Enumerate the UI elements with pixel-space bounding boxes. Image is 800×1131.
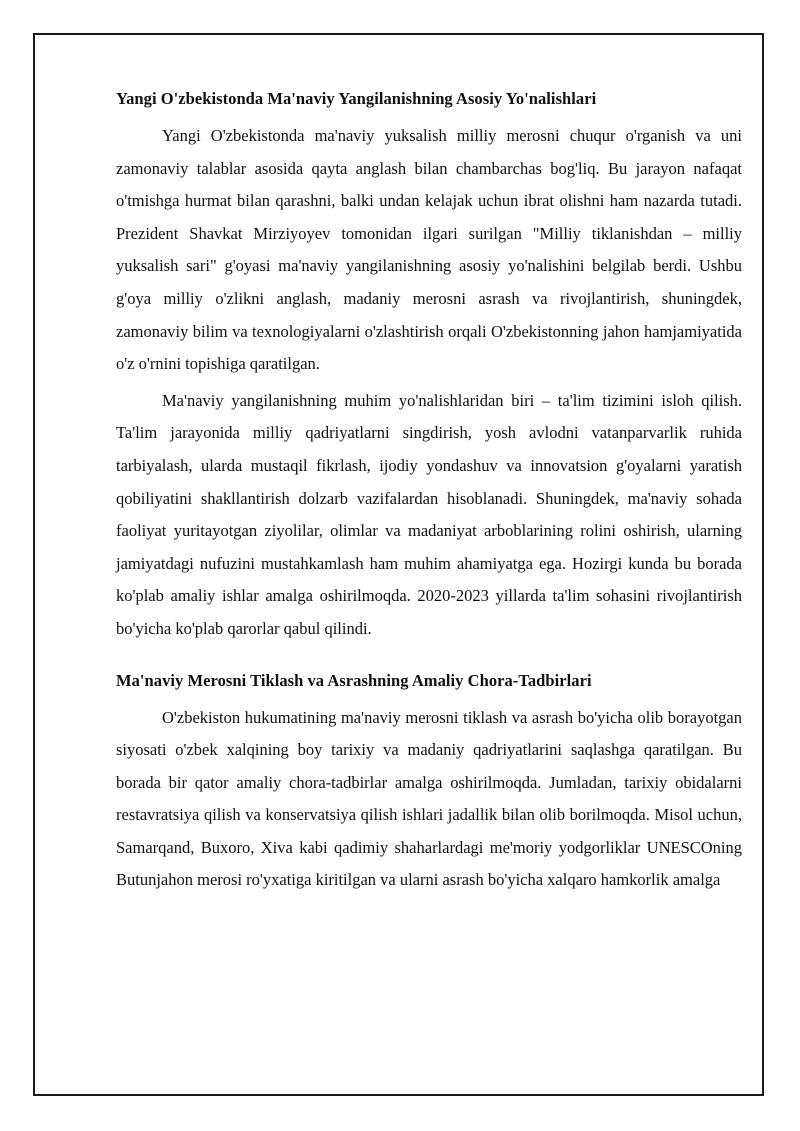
paragraph-2: Ma'naviy yangilanishning muhim yo'nalishlaridan biri – ta'lim tizimini isloh qilish. Ta'lim jarayonida milliy qadriyatlarni singdirish, yosh avlodni vatanparvarlik ruhida tarbiyalash, ularda mustaqil fikrlash, ijodiy yondashuv va innovatsion g'oyalarni yaratish qobiliyatini shakllantirish dolzarb vazifalardan hisoblanadi. Shuningdek, ma'naviy sohada faoliyat yuritayotgan ziyolilar, olimlar va madaniyat arboblarining rolini oshirish, ularning jamiyatdagi nufuzini mustahkamlash ham muhim ahamiyatga ega. Hozirgi kunda bu borada ko'plab amaliy ishlar amalga oshirilmoqda. 2020-2023 yillarda ta'lim sohasini rivojlantirish bo'yicha ko'plab qarorlar qabul qilindi. — [116, 390, 742, 638]
document-body — [116, 86, 742, 901]
paragraph-1: Yangi O'zbekistonda ma'naviy yuksalish milliy merosni chuqur o'rganish va uni zamonaviy talablar asosida qayta anglash bilan chambarchas bog'liq. Bu jarayon nafaqat o'tmishga hurmat bilan qarashni, balki undan kelajak uchun ibrat olishni ham nazarda tutadi. Prezident Shavkat Mirziyoyev tomonidan ilgari surilgan "Milliy tiklanishdan – milliy yuksalish sari" g'oyasi ma'naviy yangilanishning asosiy yo'nalishini belgilab berdi. Ushbu g'oya milliy o'zlikni anglash, madaniy merosni asrash va rivojlantirish, shuningdek, zamonaviy bilim va texnologiyalarni o'zlashtirish orqali O'zbekistonning jahon hamjamiyatida o'z o'rnini topishiga qaratilgan. — [116, 126, 742, 374]
paragraph-3: O'zbekiston hukumatining ma'naviy merosni tiklash va asrash bo'yicha olib borayotgan siyosati o'zbek xalqining boy tarixiy va madaniy qadriyatlarini saqlashga qaratilgan. Bu borada bir qator amaliy chora-tadbirlar amalga oshirilmoqda. Jumladan, tarixiy obidalarni restavratsiya qilish va konservatsiya qilish ishlari jadallik bilan olib borilmoqda. Misol uchun, Samarqand, Buxoro, Xiva kabi qadimiy shaharlardagi me'moriy yodgorliklar UNESCOning Butunjahon merosi ro'yxatiga kiritilgan va ularni asrash bo'yicha xalqaro hamkorlik amalga — [116, 707, 742, 890]
section-heading-2: Ma'naviy Merosni Tiklash va Asrashning Amaliy Chora-Tadbirlari — [116, 670, 592, 690]
section-heading-1: Yangi O'zbekistonda Ma'naviy Yangilanishning Asosiy Yo'nalishlari — [116, 89, 597, 108]
